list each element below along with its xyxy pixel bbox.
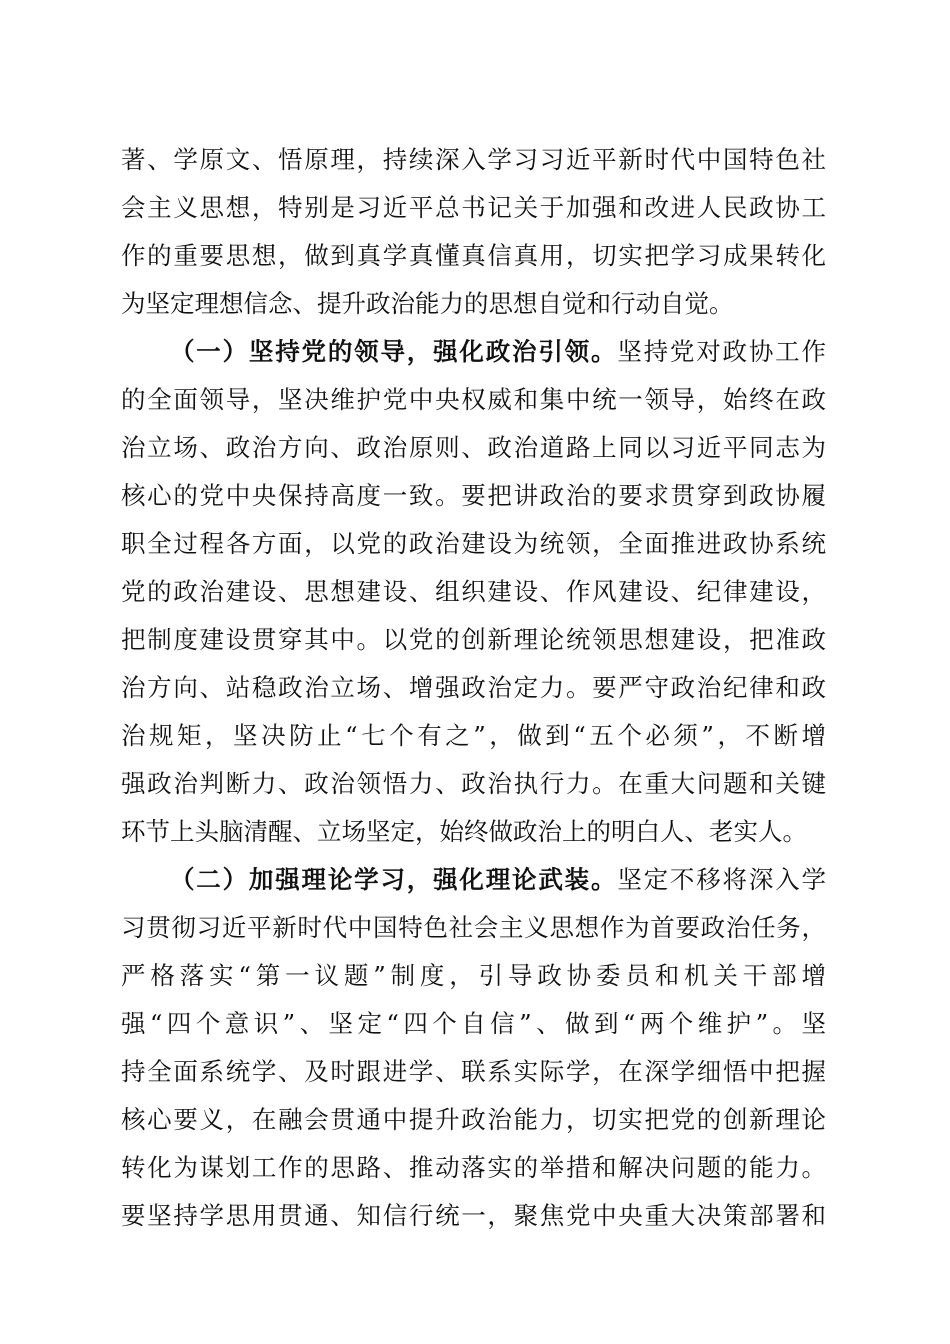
text-line: 持全面系统学、及时跟进学、联系实际学，在深学细悟中把握 bbox=[121, 1057, 826, 1086]
text-line: 强“四个意识”、坚定“四个自信”、做到“两个维护”。坚 bbox=[121, 1009, 826, 1038]
section-2-paragraph bbox=[121, 856, 826, 1240]
section-1-paragraph bbox=[121, 328, 826, 856]
text-line: 转化为谋划工作的思路、推动落实的举措和解决问题的能力。 bbox=[121, 1153, 826, 1182]
text-line: 作的重要思想，做到真学真懂真信真用，切实把学习成果转化 bbox=[121, 241, 826, 270]
text-line: 的全面领导，坚决维护党中央权威和集中统一领导，始终在政 bbox=[121, 385, 826, 414]
text-line: 习贯彻习近平新时代中国特色社会主义思想作为首要政治任务， bbox=[121, 913, 826, 942]
text-line: 著、学原文、悟原理，持续深入学习习近平新时代中国特色社 bbox=[121, 145, 826, 174]
section-1-heading: （一）坚持党的领导，强化政治引领。 bbox=[170, 337, 618, 366]
text-line: 治方向、站稳政治立场、增强政治定力。要严守政治纪律和政 bbox=[121, 673, 826, 702]
text-line: 把制度建设贯穿其中。以党的创新理论统领思想建设，把准政 bbox=[121, 625, 826, 654]
text-line: 党的政治建设、思想建设、组织建设、作风建设、纪律建设， bbox=[121, 577, 826, 606]
document-body bbox=[121, 136, 826, 1240]
section-1-first-line bbox=[121, 328, 826, 376]
text-line: 会主义思想，特别是习近平总书记关于加强和改进人民政协工 bbox=[121, 193, 826, 222]
text-line: 治规矩，坚决防止“七个有之”，做到“五个必须”，不断增 bbox=[121, 721, 826, 750]
text-line: 严格落实“第一议题”制度，引导政协委员和机关干部增 bbox=[121, 961, 826, 990]
intro-paragraph bbox=[121, 136, 826, 328]
text-line: 核心的党中央保持高度一致。要把讲政治的要求贯穿到政协履 bbox=[121, 481, 826, 510]
section-2-first-line-text: 坚定不移将深入学 bbox=[617, 865, 826, 894]
text-line: 核心要义，在融会贯通中提升政治能力，切实把党的创新理论 bbox=[121, 1105, 826, 1134]
text-line: 强政治判断力、政治领悟力、政治执行力。在重大问题和关键 bbox=[121, 769, 826, 798]
section-1-first-line-text: 坚持党对政协工作 bbox=[617, 337, 826, 366]
section-2-heading: （二）加强理论学习，强化理论武装。 bbox=[170, 865, 618, 894]
text-line: 为坚定理想信念、提升政治能力的思想自觉和行动自觉。 bbox=[121, 289, 734, 318]
text-line: 要坚持学思用贯通、知信行统一，聚焦党中央重大决策部署和 bbox=[121, 1201, 826, 1230]
section-2-first-line bbox=[121, 856, 826, 904]
text-line: 治立场、政治方向、政治原则、政治道路上同以习近平同志为 bbox=[121, 433, 826, 462]
text-line: 职全过程各方面，以党的政治建设为统领，全面推进政协系统 bbox=[121, 529, 826, 558]
text-line: 环节上头脑清醒、立场坚定，始终做政治上的明白人、老实人。 bbox=[121, 817, 807, 846]
